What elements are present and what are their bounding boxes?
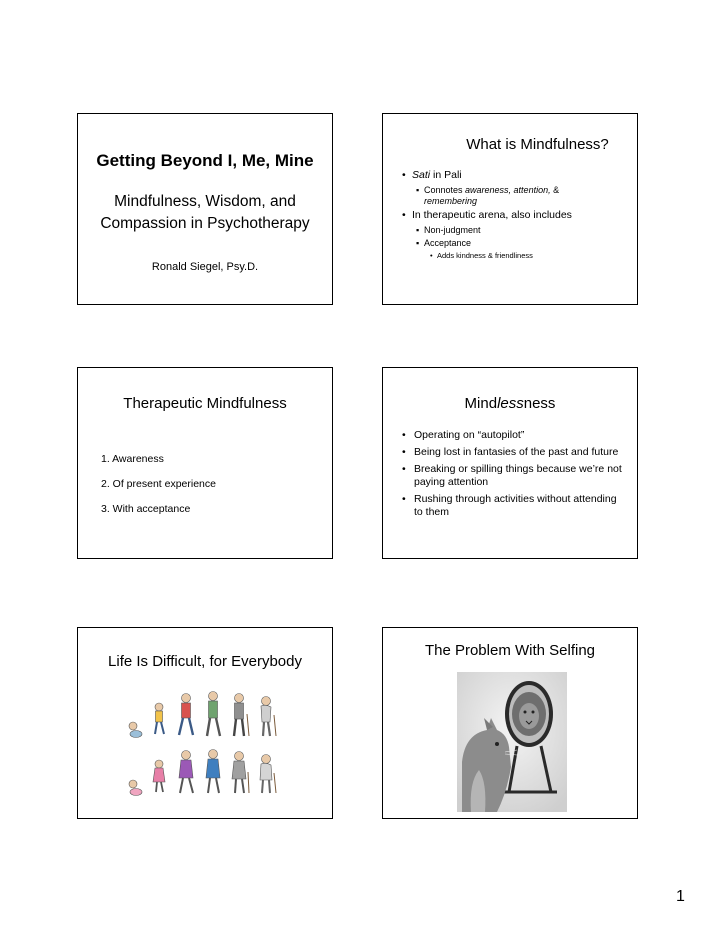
bullet-connotes: ▪ Connotes awareness, attention, & remembering <box>416 185 623 207</box>
bullet-list <box>402 429 623 523</box>
slide-heading: Life Is Difficult, for Everybody <box>108 653 302 670</box>
slide-heading: Therapeutic Mindfulness <box>123 395 287 412</box>
kitten-lion-mirror-photo <box>457 672 567 812</box>
baby-figure <box>129 722 142 738</box>
slide-heading: The Problem With Selfing <box>424 642 596 659</box>
slide-problem-with-selfing <box>382 627 638 819</box>
page-number: 1 <box>676 888 685 905</box>
middle-aged-figure <box>234 694 249 737</box>
teen-figure <box>179 694 193 736</box>
bullet-list <box>402 169 623 264</box>
slide-mindlessness <box>382 367 638 559</box>
list-item: 2. Of present experience <box>101 478 216 490</box>
baby-figure <box>129 780 142 796</box>
slide-heading: Mindlessness <box>464 395 556 412</box>
bullet-non-judgment: ▪ Non-judgment <box>416 225 623 236</box>
adult-figure <box>206 750 220 794</box>
list-item: 1. Awareness <box>101 453 164 465</box>
slide-author: Ronald Siegel, Psy.D. <box>151 261 259 273</box>
slide-therapeutic-mindfulness <box>77 367 333 559</box>
slide-title-heading: Getting Beyond I, Me, Mine <box>96 151 314 170</box>
list-item: • Breaking or spilling things because we’re not paying attention <box>402 463 623 489</box>
numbered-list <box>101 453 216 528</box>
slide-subtitle-line2: Compassion in Psychotherapy <box>100 215 310 232</box>
list-item: 3. With acceptance <box>101 503 191 515</box>
adult-figure <box>207 692 220 737</box>
slide-what-is-mindfulness <box>382 113 638 305</box>
list-item: • Rushing through activities without attending to them <box>402 493 623 519</box>
child-figure <box>153 760 165 792</box>
slide-title <box>77 113 333 305</box>
aging-people-illustration <box>123 690 293 800</box>
bullet-acceptance: ▪ Acceptance <box>416 238 623 249</box>
middle-aged-figure <box>232 752 249 794</box>
bullet-kindness: • Adds kindness & friendliness <box>430 251 623 261</box>
bullet-sati: • Sati in Pali <box>402 169 623 182</box>
slide-life-is-difficult <box>77 627 333 819</box>
elderly-figure <box>261 697 276 737</box>
slide-subtitle-line1: Mindfulness, Wisdom, and <box>114 193 296 210</box>
bullet-therapeutic-arena: • In therapeutic arena, also includes <box>402 209 623 222</box>
child-figure <box>155 703 164 734</box>
list-item: • Operating on “autopilot” <box>402 429 623 442</box>
teen-figure <box>179 751 193 794</box>
slide-heading: What is Mindfulness? <box>466 136 609 153</box>
list-item: • Being lost in fantasies of the past and future <box>402 446 623 459</box>
elderly-figure <box>260 755 276 794</box>
lion-reflection <box>512 692 546 736</box>
